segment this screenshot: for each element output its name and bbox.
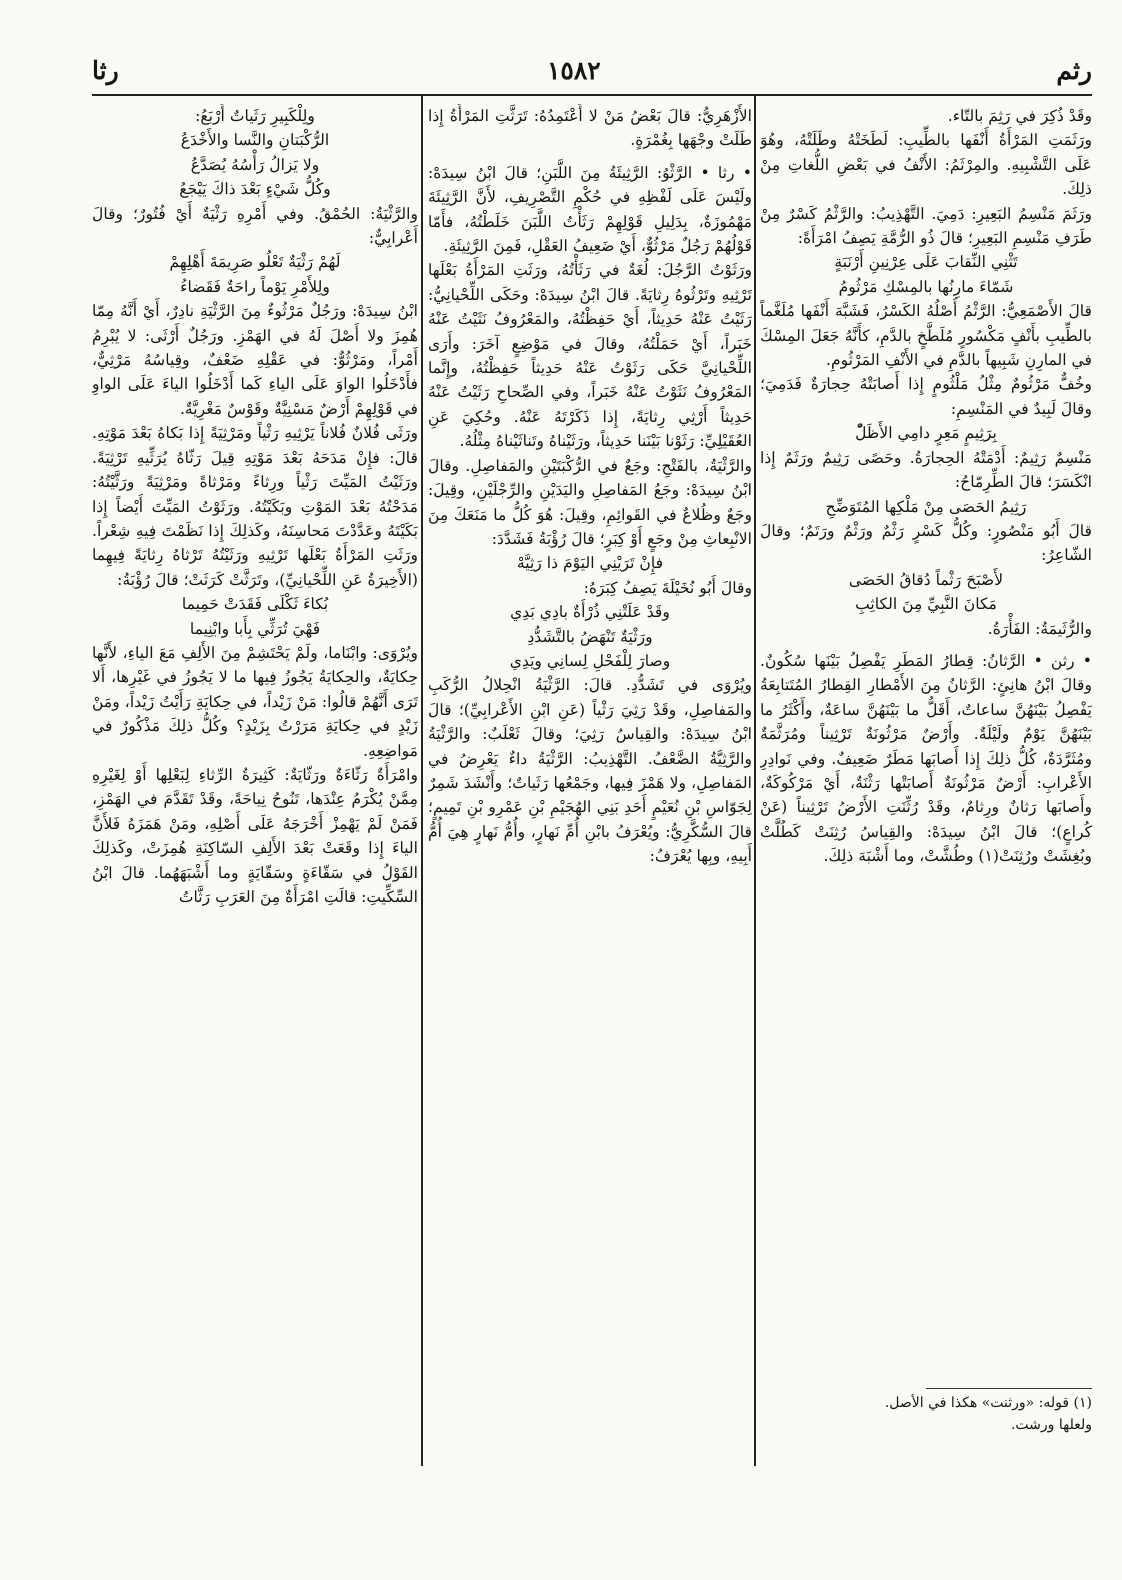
verse-line: ولِلأَمْرِ يَوْماً راحَةٌ فَقَضاءُ bbox=[180, 277, 330, 296]
verse-line: ولِلْكَبِيرِ رَثَياتٌ أَرْبَعُ: bbox=[195, 107, 315, 125]
column-right bbox=[760, 104, 1092, 1424]
paragraph: والرُّثَيمَةُ: الفَأْرَةُ. bbox=[987, 619, 1092, 638]
verse-line: وصارَ لِلْفَحْلِ لِسانِي ويَدِي bbox=[509, 651, 671, 670]
verse-line: الرُّكْبَتانِ والنَّسا والأَخْدَعُ bbox=[180, 131, 330, 150]
right-running-head: رثم bbox=[1056, 56, 1092, 85]
page-header bbox=[92, 56, 1092, 92]
paragraph: • رثا • الرَّثْوُ: الرَّثِيئَةُ مِنَ اللَّبَنِ؛ قالَ ابْنُ سِيدَهْ: ولَيْسَ عَلَى لَفْظِهِ في حُكْمِ التَّصْرِيفِ، لأَنَّ الرَّثِيئَةَ مَهْمُوزَةٌ، بِدَلِيلِ قَوْلِهِمْ رَثَأْتُ اللَّبَنَ خَلَطْتُهُ، فأَمّا قَوْلُهُمْ رَجُلٌ مَرْثُوٌّ، أَيْ ضَعِيفُ العَقْلِ، فَمِنَ الرَّثِيئَةِ. bbox=[428, 163, 752, 256]
page-number: ١٥٨٢ bbox=[547, 56, 601, 85]
column-left bbox=[92, 104, 418, 1464]
verse-line: تَثْنِي النِّقابَ عَلَى عِرْنِينِ أَرْنَبَةٍ bbox=[834, 253, 1018, 272]
column-divider-right bbox=[754, 96, 756, 1466]
verse-line: لأَصْبَحَ رَثْماً دُقاقُ الحَصَى bbox=[848, 570, 1004, 589]
header-rule bbox=[92, 94, 1092, 96]
verse-line: فَهْيَ تُرَثِّي بِأَبا وابْنِيما bbox=[189, 619, 321, 638]
paragraph: ورَثَمَ مَنْسِمُ البَعِيرِ: دَمِيَ. التَّهْذِيبُ: والرَّثْمُ كَسْرٌ مِنْ طَرَفِ مَنْسِمِ البَعِيرِ؛ قالَ ذُو الرُّمَّةِ يَصِفُ امْرَأَةً: bbox=[760, 204, 1092, 248]
paragraph: ويُرْوَى: وابْنَاما، ولَمْ يَحْتَشِمْ مِنَ الأَلِفِ مَعَ الياءِ، لأَنَّها حِكايَةٌ، والحِكايَةُ يَجُوزُ فِيها ما لا يَجُوزُ في غَيْرِها، أَلا تَرَى أَنَّهُمْ قالُوا: مَنْ زَيْداً، في حِكايَةِ رَأَيْتُ زَيْداً، ومَنْ زَيْدٍ في حِكايَةِ مَرَرْتُ بِزَيْدٍ؟ وكُلُّ ذلِكَ مَذْكُورٌ في مَواضِعِهِ. bbox=[92, 643, 418, 760]
paragraph: ورَثَوْتُ الرَّجُلَ: لُغَةٌ في رَثَأْتُهُ، ورَثَتِ المَرْأَةُ بَعْلَها تَرْثِيهِ وتَرْثُوهُ رِثايَةً. قالَ ابْنُ سِيدَهْ: وحَكَى اللِّحْيانِيُّ: رَثَيْتُ عَنْهُ حَدِيثاً، أَيْ حَفِظْتُهُ، والمَعْرُوفُ نَثَيْتُ عَنْهُ خَبَراً، أَيْ حَمَلْتُهُ، وقالَ في مَوْضِعٍ آخَرَ: وأَرَى اللِّحْيانِيَّ حَكَى رَثَوْتُ عَنْهُ حَدِيثاً حَفِظْتُهُ، وإِنَّما المَعْرُوفُ نَثَوْتُ عَنْهُ خَبَراً، وفي الصِّحاحِ رَثَيْتُ عَنْهُ حَدِيثاً أَرْثِي رِثايَةً، إِذا ذَكَرْتَهُ عَنْهُ. وحُكِيَ عَنِ العُقَيْلِيِّ: رَثَوْنا بَيْنَنا حَدِيثاً، ورَثَيْناهُ وتَناثَيْناهُ مِثْلُهُ. bbox=[428, 261, 752, 451]
left-running-head: رثا bbox=[92, 56, 119, 85]
footnote-rule bbox=[926, 1388, 1092, 1389]
footnote-line-1: (١) قوله: «ورثنت» هكذا في الأصل. bbox=[884, 1395, 1092, 1411]
entry-gap bbox=[760, 641, 1092, 649]
verse-line: فإِنْ تَرَيْنِي اليَوْمَ ذا رَثِيَّهْ bbox=[516, 554, 664, 573]
verse-line: وكُلُّ شَيْءٍ بَعْدَ ذاكَ يَيْجَعُ bbox=[179, 180, 331, 199]
paragraph: • رثن • الرَّثانُ: قِطارُ المَطَرِ يَفْصِلُ بَيْنَها سُكُونٌ. وقالَ ابْنُ هانِئٍ: الرَّثانُ مِنَ الأَمْطارِ القِطارُ المُتَتابِعَةُ يَفْصِلُ بَيْنَهُنَّ ساعاتٌ، أَقَلُّ ما بَيْنَهُنَّ ساعَةٌ، وأَكْثَرُ ما بَيْنَهُنَّ يَوْمٌ ولَيْلَةٌ. وأَرْضٌ مَرْثُونَةٌ تَرْثِيناً ومُرَثَّمَةٌ ومُثَرَّدَةٌ، كُلُّ ذلِكَ إِذا أَصابَها مَطَرٌ ضَعِيفٌ. وفي نَوادِرِ الأَعْرابِ: أَرْضٌ مَرْثُونَةٌ أَصابَتْها رَثْنَةٌ، أَيْ مَرْكُوكَةٌ، وأَصابَها رَثانٌ ورِثامٌ، وقَدْ رُثِّنَتِ الأَرْضُ تَرْثِيناً (عَنْ كُراعٍ)؛ قالَ ابْنُ سِيدَهْ: والقِياسُ رُثِنَتْ كَطُلَّتْ وبُغِشَتْ ورُثِنَتْ(١) وطُشَّتْ، وما أَشْبَهَ ذلِكَ. bbox=[760, 651, 1092, 866]
verse-line: مَكانَ النَّبِيِّ مِنَ الكاثِبِ bbox=[855, 595, 997, 614]
column-divider-left bbox=[421, 96, 423, 1466]
paragraph: ورَثَى فُلانٌ فُلاناً يَرْثِيهِ رَثْياً ومَرْثِيَةً إِذا بَكاهُ بَعْدَ مَوْتِهِ. قالَ: فإِنْ مَدَحَهُ بَعْدَ مَوْتِهِ قِيلَ رَثّاهُ يُرَثِّيهِ تَرْثِيَةً. ورَثَيْتُ المَيِّتَ رَثْياً ورِثاءً ومَرْثاةً ومَرْثِيَةً ورَثَّيْتُهُ: مَدَحْتُهُ بَعْدَ المَوْتِ وبَكَيْتُهُ. ورَثَوْتُ المَيِّتَ أَيْضاً إِذا بَكَيْتَهُ وعَدَّدْتَ مَحاسِنَهُ، وكَذلِكَ إِذا نَظَمْتَ فِيهِ شِعْراً. ورَثَتِ المَرْأَةُ بَعْلَها تَرْثِيهِ ورَثَيْتُهُ تَرْثاهُ رِثايَةً فِيهِما (الأَخِيرَةُ عَنِ اللِّحْيانِيِّ)، وتَرَثَّتْ كَرَثَتْ؛ قالَ رُؤْبَةُ: bbox=[92, 424, 418, 589]
column-middle bbox=[428, 104, 752, 1464]
paragraph: والرَّثْيَةُ، بالفَتْحِ: وجَعٌ في الرُّكْبَتَيْنِ والمَفاصِلِ. وقالَ ابْنُ سِيدَهْ: وجَعُ المَفاصِلِ واليَدَيْنِ والرِّجْلَيْنِ، وقِيلَ: وجَعٌ وظُلاعٌ في القَوائِمِ، وقِيلَ: هُوَ كُلُّ ما مَنَعَكَ مِنَ الانْبِعاثِ مِنْ وجَعٍ أَوْ كِبَرٍ؛ قالَ رُؤْبَةُ فَشَدَّدَ: bbox=[428, 456, 752, 548]
footnote bbox=[760, 1392, 1092, 1436]
paragraph: ويُرْوَى في تَشَدُّدِ. قالَ: الرَّثْيَةُ انْحِلالُ الرُّكَبِ والمَفاصِلِ، وقَدْ رَثِيَ رَثْياً (عَنِ ابْنِ الأَعْرابِيِّ)؛ قالَ ابْنُ سِيدَهْ: والقِياسُ رَثِيَ؛ وقالَ ثَعْلَبٌ: والرَّثْيَةُ والرَّثِيَّةُ الضَّعْفُ. التَّهْذِيبُ: الرَّثْيَةُ داءٌ يَعْرِضُ في المَفاصِلِ، ولا هَمْزَ فِيها، وجَمْعُها رَثَياتٌ؛ وأَنْشَدَ شَمِرٌ لِجَوّاسِ بْنِ نُعَيْمٍ أَحَدِ بَنِي الهُجَيْمِ بْنِ عَمْرِو بْنِ تَمِيمٍ؛ قالَ السُّكَّرِيُّ: ويُعْرَفُ بابْنِ أُمِّ نَهارٍ، وأُمُّ نَهارٍ هِيَ أُمُّ أَبِيهِ، وبِها يُعْرَفُ: bbox=[428, 676, 752, 866]
paragraph: الأَزْهَرِيُّ: قالَ بَعْضُ مَنْ لا أَعْتَمِدُهُ: تَرَثَّتِ المَرْأَةُ إِذا طَلَتْ وجْهَها بِغُمْرَةٍ. bbox=[428, 107, 752, 150]
paragraph: مَنْسِمٌ رَثِيمٌ: أَدْمَتْهُ الحِجارَةُ. وحَصًى رَثِيمٌ ورَثَمٌ إِذا انْكَسَرَ؛ قالَ الطِّرِمّاحُ: bbox=[760, 448, 1092, 492]
paragraph: وامْرَأَةٌ رَثّاءَةٌ ورَثّايَةٌ: كَثِيرَةُ الرِّثاءِ لِبَعْلِها أَوْ لِغَيْرِهِ مِمَّنْ يُكْرَمُ عِنْدَها، تَنُوحُ نِياحَةً، وقَدْ تَقَدَّمَ في الهَمْزِ، فَمَنْ لَمْ يَهْمِزْ أَخْرَجَهُ عَلَى أَصْلِهِ، ومَنْ هَمَزَهُ فَلأَنَّ الياءَ إِذا وقَعَتْ بَعْدَ الأَلِفِ السّاكِنَةِ هُمِزَتْ، وكَذلِكَ القَوْلُ في سَقّاءَةٍ وسَقّايَةٍ وما أَشْبَهَهُما. قالَ ابْنُ السِّكِّيتِ: قالَتِ امْرَأَةٌ مِنَ العَرَبِ رَثَّاتُ bbox=[92, 765, 418, 906]
paragraph: وقالَ أَبُو نُخَيْلَةَ يَصِفُ كِبَرَهُ: bbox=[583, 578, 752, 597]
paragraph: والرَّثْيَةُ: الحُمْقُ. وفي أَمْرِهِ رَثْيَةٌ أَيْ فُتُورٌ؛ وقالَ أَعْرابِيٌّ: bbox=[92, 204, 418, 248]
verse-line: رَثِيمُ الحَصَى مِنْ مَلْكِها المُتَوَضِّحِ bbox=[825, 497, 1027, 516]
paragraph: ابْنُ سِيدَهْ: ورَجُلٌ مَرْثُوءٌ مِنَ الرَّثْيَةِ نادِرٌ، أَيْ أَنَّهُ مِمّا هُمِزَ ولا أَصْلَ لَهُ في الهَمْزِ. ورَجُلٌ أَرْثَى: لا يُبْرِمُ أَمْراً، ومَرْثُوٌّ: في عَقْلِهِ ضَعْفٌ، وقِياسُهُ مَرْثِيٌّ، فأَدْخَلُوا الواوَ عَلَى الياءِ كَما أَدْخَلُوا الياءَ عَلَى الواوِ في قَوْلِهِمْ أَرْضٌ مَسْنِيَّةٌ وقَوْسٌ مَغْرِيَّةٌ. bbox=[92, 302, 418, 418]
paragraph: قالَ الأَصْمَعِيُّ: الرَّثْمُ أَصْلُهُ الكَسْرُ، فَشَبَّهَ أَنْفَها مُلَغَّماً بالطِّيبِ بأَنْفٍ مَكْسُورٍ مُلَطَّخٍ بالدَّمِ، كأَنَّهُ جَعَلَ المِسْكَ في المارِنِ شَبِيهاً بالدَّمِ في الأَنْفِ المَرْثُومِ. bbox=[760, 302, 1092, 370]
footnote-line-2: ولعلها ورشت. bbox=[1010, 1417, 1092, 1433]
paragraph: وقَدْ ذُكِرَ في رَثِمَ بالتّاء. bbox=[947, 107, 1092, 125]
paragraph: وخُفٌّ مَرْثُومٌ مِثْلُ مَلْثُومٍ إِذا أَصابَتْهُ حِجارَةٌ فَدَمِيَ؛ وقالَ لَبِيدٌ في المَنْسِمِ: bbox=[760, 375, 1092, 418]
verse-line: شَمّاءَ مارِنُها بالمِسْكِ مَرْثُومُ bbox=[838, 277, 1014, 296]
verse-line: لَهُمْ رَثْيَةٌ تَعْلُو صَرِيمَةَ أَهْلِهِمْ bbox=[169, 253, 341, 272]
verse-line: وقَدْ عَلَتْنِي ذُرْأَةٌ بادِي بَدِي bbox=[510, 603, 670, 622]
paragraph: قالَ أَبُو مَنْصُورٍ: وكُلُّ كَسْرٍ رَثْمٌ ورَثْمٌ ورَتَمٌ؛ وقالَ الشّاعِرُ: bbox=[760, 521, 1092, 565]
verse-line: ورَثْيَةٌ تَنْهَضُ بالتَّشَدُّدِ bbox=[527, 627, 653, 646]
verse-line: بُكاءَ ثَكْلَى فَقَدَتْ حَمِيما bbox=[181, 595, 329, 614]
verse-line: بِرَثِيمٍ مَعِرٍ دامِي الأَظَلّْ bbox=[855, 424, 997, 443]
paragraph: ورَثَمَتِ المَرْأَةُ أَنْفَها بالطِّيبِ: لَطَخَتْهُ وطَلَتْهُ، وهُوَ عَلَى التَّشْبِيهِ. والمِرْثَمُ: الأَنْفُ في بَعْضِ اللُّغاتِ مِنْ ذلِكَ. bbox=[760, 131, 1092, 199]
entry-gap bbox=[428, 153, 752, 161]
verse-line: ولا يَزالُ رَأْسُهُ يُصَدَّعُ bbox=[190, 155, 320, 174]
